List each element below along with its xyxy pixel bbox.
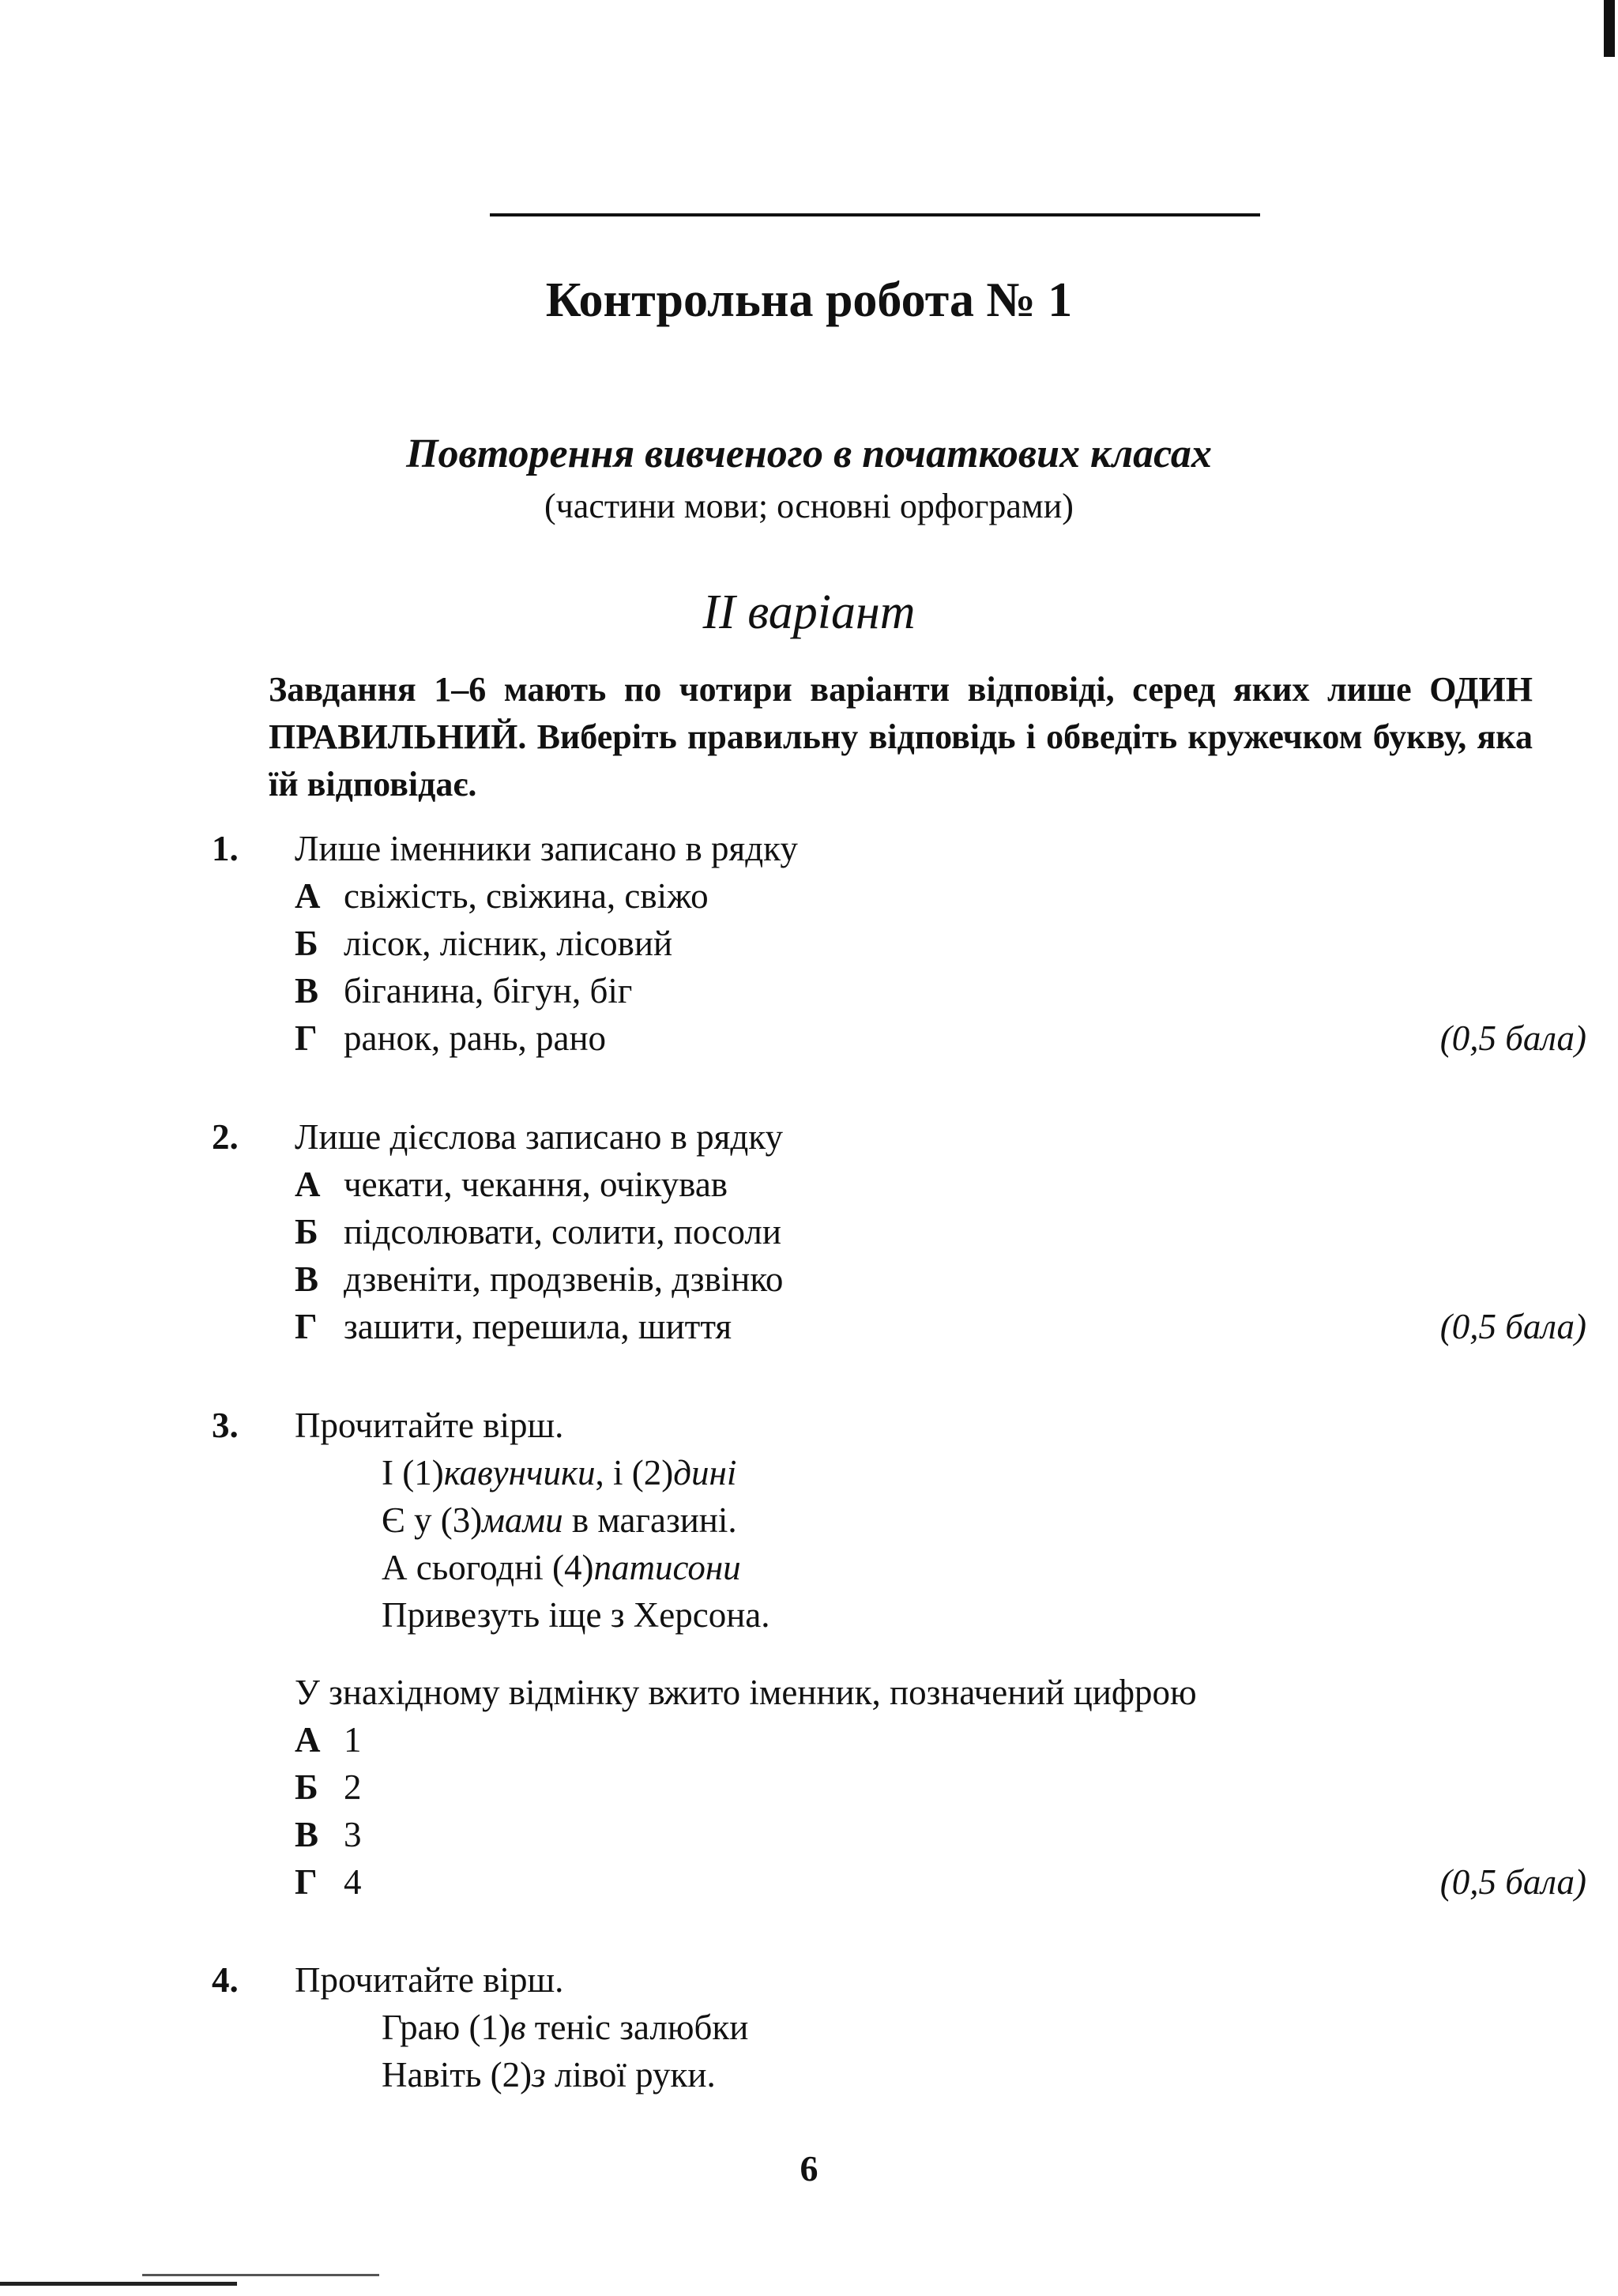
topic-heading: Повторення вивченого в початкових класах (406, 431, 1212, 476)
option-text: 4 (344, 1862, 362, 1902)
question-text: Прочитайте вірш. (295, 1406, 564, 1445)
option-text: 2 (344, 1767, 362, 1807)
option-letter: Б (295, 1212, 318, 1252)
scan-edge-line (142, 2274, 379, 2276)
poem-line: Навіть (2)з лівої руки. (382, 2055, 716, 2095)
option-letter: Б (295, 1767, 318, 1807)
option-text: зашити, перешила, шиття (344, 1307, 732, 1346)
option-a[interactable] (295, 1719, 362, 1760)
question-text: Лише дієслова записано в рядку (295, 1117, 783, 1157)
score-label: (0,5 бала) (1439, 1307, 1586, 1346)
option-b[interactable] (295, 1211, 781, 1252)
option-text: 1 (344, 1720, 362, 1760)
instructions (269, 666, 1533, 808)
option-letter: В (295, 1815, 319, 1854)
question-prompt: У знахідному відмінку вжито іменник, позначений цифрою (295, 1673, 1197, 1712)
poem-line: І (1)кавунчики, і (2)дині (382, 1453, 737, 1492)
page-title: Контрольна робота № 1 (545, 273, 1073, 327)
header-rule (490, 213, 1260, 216)
option-letter: А (295, 1165, 321, 1204)
option-letter: Г (295, 1307, 318, 1346)
score-label: (0,5 бала) (1439, 1018, 1586, 1058)
option-b[interactable] (295, 1767, 362, 1808)
page-number: 6 (800, 2148, 818, 2189)
scan-edge-mark (1604, 0, 1615, 57)
option-a[interactable] (295, 875, 709, 917)
option-letter: А (295, 876, 321, 916)
topic-subheading: (частини мови; основні орфограми) (544, 487, 1074, 525)
option-text: чекати, чекання, очікував (344, 1165, 728, 1204)
question-number: 1. (212, 829, 239, 868)
poem-line: Граю (1)в теніс залюбки (382, 2008, 749, 2047)
option-letter: В (295, 971, 319, 1011)
option-text: 3 (344, 1815, 362, 1854)
option-text: лісок, лісник, лісовий (344, 924, 673, 963)
option-b[interactable] (295, 923, 672, 964)
question-number: 3. (212, 1406, 239, 1445)
option-letter: Г (295, 1862, 318, 1902)
question-text: Прочитайте вірш. (295, 1960, 564, 2000)
option-c[interactable] (295, 1259, 783, 1300)
poem-line: Привезуть іще з Херсона. (382, 1595, 770, 1635)
option-d[interactable] (295, 1861, 362, 1903)
option-c[interactable] (295, 1814, 362, 1855)
question-text: Лише іменники записано в рядку (295, 829, 798, 868)
option-letter: Г (295, 1018, 318, 1058)
option-text: підсолювати, солити, посоли (344, 1212, 781, 1252)
poem-line: А сьогодні (4)патисони (382, 1548, 741, 1587)
option-text: ранок, рань, рано (344, 1018, 607, 1058)
option-d[interactable] (295, 1306, 732, 1347)
scan-edge-line (0, 2282, 237, 2286)
option-a[interactable] (295, 1164, 728, 1205)
question-number: 2. (212, 1117, 239, 1157)
option-letter: Б (295, 924, 318, 963)
option-text: біганина, бігун, біг (344, 971, 633, 1011)
option-text: свіжість, свіжина, свіжо (344, 876, 709, 916)
question-number: 4. (212, 1960, 239, 2000)
score-label: (0,5 бала) (1439, 1862, 1586, 1902)
variant-heading: II варіант (702, 585, 916, 639)
poem-line: Є у (3)мами в магазині. (382, 1500, 737, 1540)
instructions-text: Завдання 1–6 мають по чотири варіанти відповіді, серед яких лише ОДИН ПРАВИЛЬНИЙ. Виберіть правильну відповідь і обведіть кружечком букву, яка їй відповідає. (269, 670, 1533, 804)
option-letter: А (295, 1720, 321, 1760)
option-letter: В (295, 1259, 319, 1299)
option-d[interactable] (295, 1018, 606, 1059)
option-text: дзвеніти, продзвенів, дзвінко (344, 1259, 784, 1299)
option-c[interactable] (295, 970, 632, 1011)
